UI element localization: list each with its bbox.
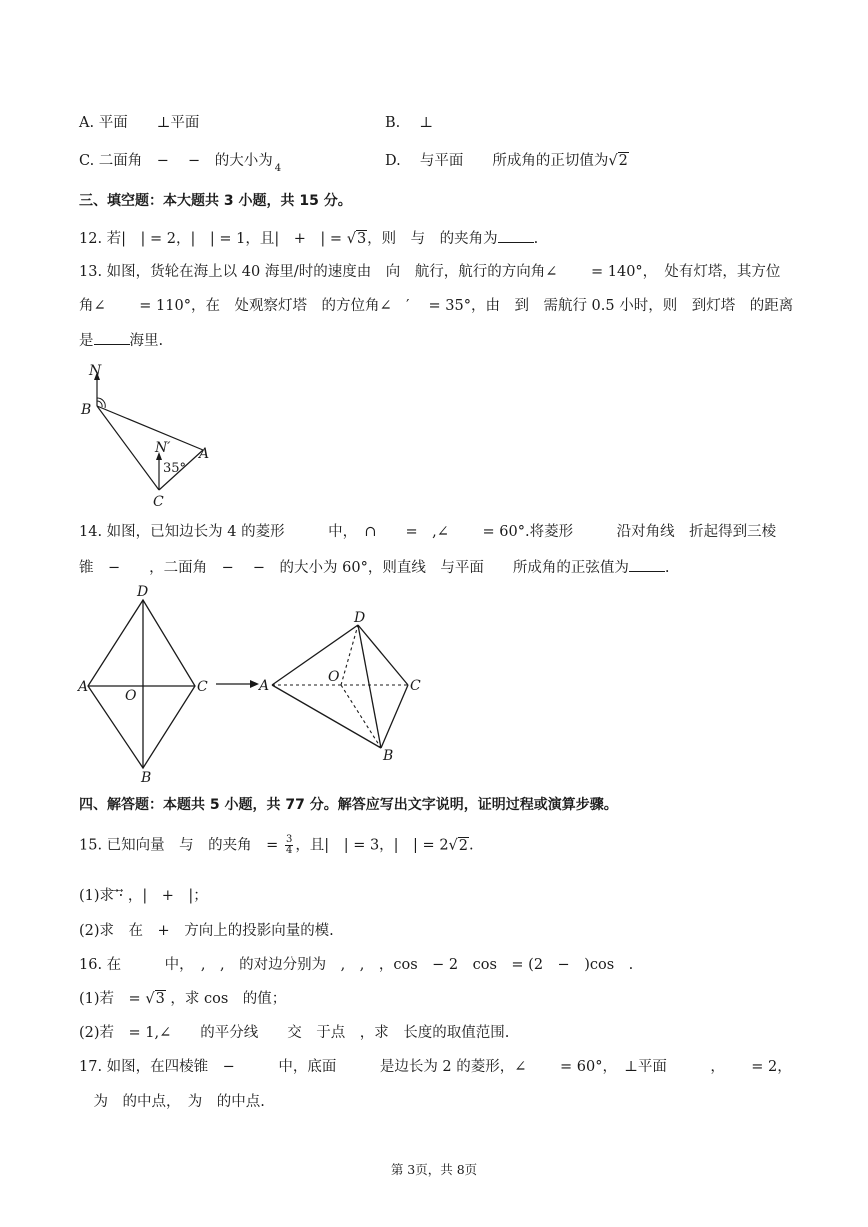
right-label-o: O <box>328 669 340 685</box>
option-a: A. 平面 ⊥平面 <box>79 115 200 131</box>
question-17-line-2: 为 的中点， 为 的中点. <box>79 1094 265 1110</box>
question-15-part-1: (1)求 ⃗·⃗ ，| + |； <box>79 888 208 904</box>
question-16-part-1: (1)若 = √3 ，求 cos 的值； <box>79 991 287 1007</box>
question-16: 16. 在 中， , , 的对边分别为 , , ，cos − 2 cos = (2 − )cos . <box>79 957 634 973</box>
q15-fraction: $\frac{3}{4}$ <box>285 834 293 856</box>
option-c: C. 二面角 − − 的大小为 4 <box>79 153 282 174</box>
label-c: C <box>153 494 164 510</box>
question-13-line-1: 13. 如图，货轮在海上以 40 海里/时的速度由 向 航行，航行的方向角∠ = 140°， 处有灯塔，其方位 <box>79 264 781 280</box>
fold-arrow-head <box>250 680 259 688</box>
page-footer: 第 3页，共 8页 <box>390 1162 478 1177</box>
option-d: D. 与平面 所成角的正切值为√2 <box>385 153 628 169</box>
left-label-c: C <box>197 679 208 695</box>
section-heading-fill-in: 三、填空题：本大题共 3 小题，共 15 分。 <box>79 193 352 209</box>
answer-blank <box>498 228 534 243</box>
section-heading-solve: 四、解答题：本题共 5 小题，共 77 分。解答应写出文字说明，证明过程或演算步骤。 <box>79 797 618 813</box>
option-c-fraction: 4 <box>274 163 282 174</box>
edge-ad <box>272 625 358 685</box>
hidden-edge-od <box>341 625 358 685</box>
left-label-d: D <box>137 584 149 600</box>
right-label-b: B <box>383 748 394 764</box>
label-angle-35: 35° <box>163 461 187 476</box>
answer-blank <box>94 330 130 345</box>
left-label-b: B <box>141 770 152 786</box>
right-label-a: A <box>259 678 270 694</box>
option-b: B. ⊥ <box>385 115 434 131</box>
question-15: 15. 已知向量 与 的夹角 = $\frac{3}{4}$ ，且| | = 3，| | = 2√2. <box>79 834 474 856</box>
label-b: B <box>81 402 92 418</box>
left-label-a: A <box>78 679 89 695</box>
question-16-part-2: (2)若 = 1,∠ 的平分线 交 于点 ，求 长度的取值范围. <box>79 1025 510 1041</box>
question-14-line-1: 14. 如图，已知边长为 4 的菱形 中， ∩ = ,∠ = 60°.将菱形 沿对角线 折起得到三棱 <box>79 524 777 540</box>
right-label-d: D <box>354 610 366 626</box>
rhombus-fold-figure <box>75 580 435 795</box>
navigation-figure <box>75 362 225 512</box>
edge-db <box>358 625 381 748</box>
edge-cb <box>381 685 408 748</box>
label-a: A <box>199 446 210 462</box>
left-label-o: O <box>125 688 137 704</box>
question-15-part-2: (2)求 在 + 方向上的投影向量的模. <box>79 923 334 939</box>
label-n-prime: N′ <box>155 440 171 456</box>
label-n: N <box>89 363 102 379</box>
question-17-line-1: 17. 如图，在四棱锥 − 中，底面 是边长为 2 的菱形，∠ = 60°， ⊥平面 ， = 2， <box>79 1059 792 1075</box>
question-12: 12. 若| | = 2，| | = 1，且| + | = √3，则 与 的夹角为 . <box>79 228 538 249</box>
question-13-line-2: 角∠ = 110°，在 处观察灯塔 的方位角∠ ′ = 35°，由 到 需航行 0.5 小时，则 到灯塔 的距离 <box>79 298 794 314</box>
rhombus-abcd <box>88 600 195 768</box>
edge-dc <box>358 625 408 685</box>
question-13-line-3: 是 海里. <box>79 330 163 351</box>
edge-ab <box>272 685 381 748</box>
answer-blank <box>629 557 665 572</box>
right-label-c: C <box>410 678 421 694</box>
question-14-line-2: 锥 − ，二面角 − − 的大小为 60°，则直线 与平面 所成角的正弦值为 . <box>79 557 669 578</box>
